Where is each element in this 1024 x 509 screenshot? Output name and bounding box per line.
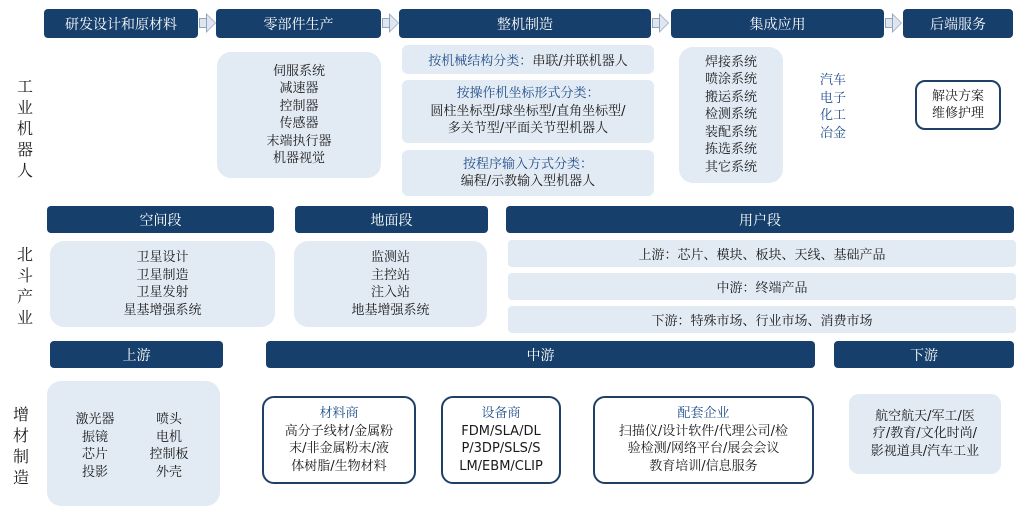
header-components: 零部件生产 bbox=[216, 9, 381, 38]
components-list: 伺服系统 减速器 控制器 传感器 末端执行器 机器视觉 bbox=[217, 52, 381, 178]
ground-segment-list: 监测站 主控站 注入站 地基增强系统 bbox=[294, 241, 487, 327]
header-integration: 集成应用 bbox=[671, 9, 884, 38]
service-box: 解决方案 维修护理 bbox=[915, 80, 1001, 130]
header-ground-segment: 地面段 bbox=[295, 206, 488, 233]
arrow-icon bbox=[382, 13, 399, 33]
classification-program: 按程序输入方式分类： 编程/示教输入型机器人 bbox=[402, 150, 654, 196]
downstream-applications: 航空航天/军工/医 疗/教育/文化时尚/ 影视道具/汽车工业 bbox=[849, 394, 1001, 474]
arrow-icon bbox=[885, 13, 902, 33]
upstream-parts-left: 激光器 振镜 芯片 投影 bbox=[75, 412, 115, 480]
materials-box: 材料商 高分子线材/金属粉 末/非金属粉末/液 体树脂/生物材料 bbox=[262, 396, 416, 484]
user-midstream: 中游：终端产品 bbox=[508, 273, 1016, 300]
header-user-segment: 用户段 bbox=[506, 206, 1014, 233]
beidou-section-label: 北 斗 产 业 bbox=[16, 245, 33, 327]
industry-list: 汽车 电子 化工 冶金 bbox=[819, 73, 846, 141]
arrow-icon bbox=[199, 13, 216, 33]
support-box: 配套企业 扫描仪/设计软件/代理公司/检 验检测/网络平台/展会会议 教育培训/信息服务 bbox=[593, 396, 814, 484]
classification-structure: 按机械结构分类： 串联/并联机器人 bbox=[402, 45, 654, 74]
header-backend-service: 后端服务 bbox=[903, 9, 1013, 38]
am-section-label: 增 材 制 造 bbox=[12, 405, 29, 487]
header-midstream: 中游 bbox=[266, 341, 815, 368]
header-space-segment: 空间段 bbox=[47, 206, 274, 233]
header-downstream: 下游 bbox=[834, 341, 1014, 368]
classification-coordinate: 按操作机坐标形式分类： 圆柱坐标型/球坐标型/直角坐标型/ 多关节型/平面关节型机器人 bbox=[402, 80, 654, 143]
space-segment-list: 卫星设计 卫星制造 卫星发射 星基增强系统 bbox=[50, 241, 275, 327]
upstream-parts-right: 喷头 电机 控制板 外壳 bbox=[149, 412, 189, 480]
equipment-box: 设备商 FDM/SLA/DL P/3DP/SLS/S LM/EBM/CLIP bbox=[441, 396, 561, 484]
arrow-icon bbox=[652, 13, 669, 33]
integration-systems: 焊接系统 喷涂系统 搬运系统 检测系统 装配系统 拣选系统 其它系统 bbox=[679, 47, 783, 183]
user-downstream: 下游：特殊市场、行业市场、消费市场 bbox=[508, 306, 1016, 333]
robot-section-label: 工 业 机 器 人 bbox=[16, 77, 33, 180]
upstream-parts bbox=[47, 381, 220, 506]
header-rd-materials: 研发设计和原材料 bbox=[44, 9, 198, 38]
header-upstream: 上游 bbox=[50, 341, 223, 368]
header-assembly: 整机制造 bbox=[399, 9, 651, 38]
user-upstream: 上游：芯片、模块、板块、天线、基础产品 bbox=[508, 240, 1016, 267]
